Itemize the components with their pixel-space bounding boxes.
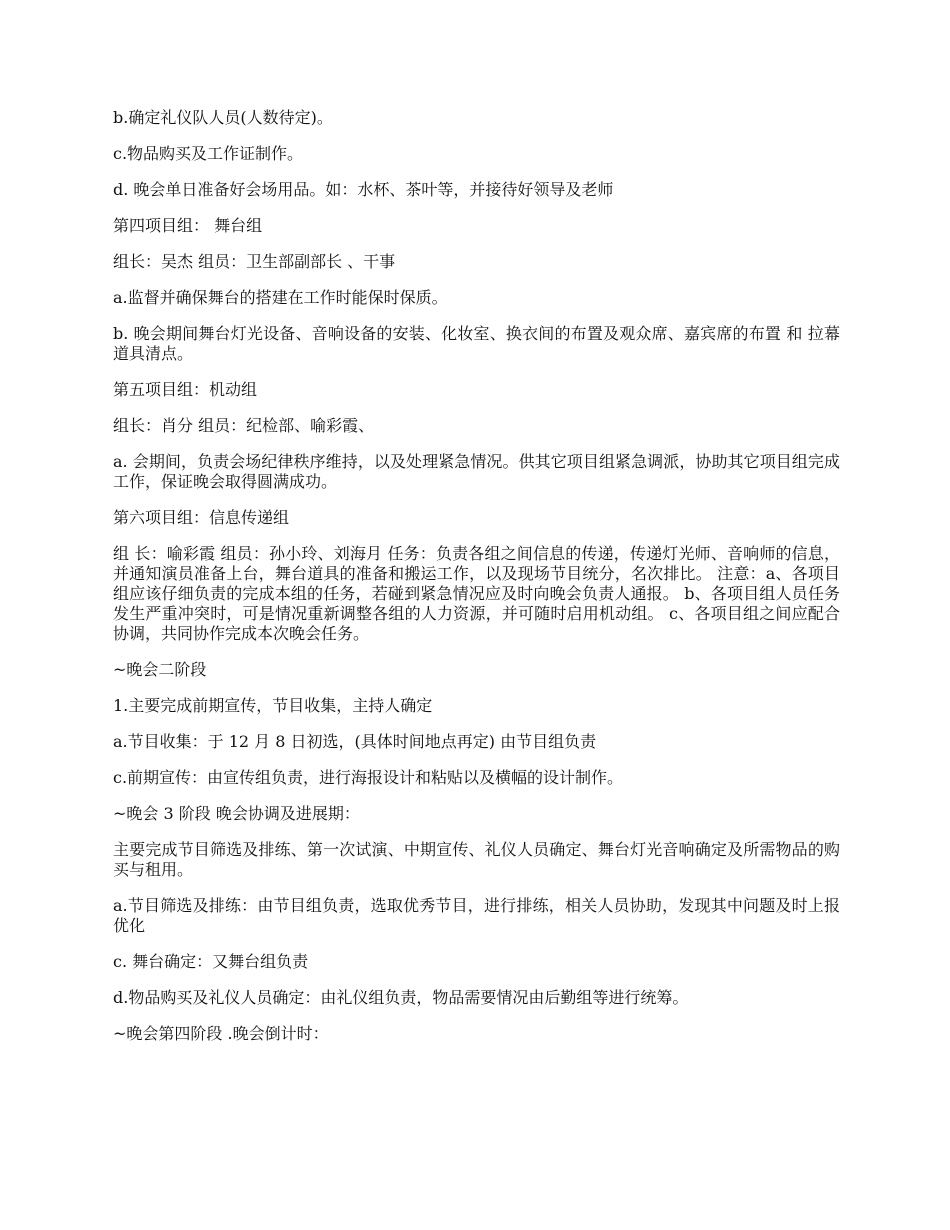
heading-group-four: 第四项目组： 舞台组 [113,216,263,235]
paragraph-phase-three-summary: 主要完成节目筛选及排练、第一次试演、中期宣传、礼仪人员确定、舞台灯光音响确定及所需物品的购买与租用。 [113,840,840,879]
paragraph-program-collection: a.节目收集：于 12 月 8 日初选，(具体时间地点再定) 由节目组负责 [113,732,597,751]
heading-phase-two: ~晚会二阶段 [113,660,207,679]
paragraph-stage-confirm: c. 舞台确定：又舞台组负责 [113,952,309,971]
paragraph-purchase-etiquette: d.物品购买及礼仪人员确定：由礼仪组负责，物品需要情况由后勤组等进行统筹。 [113,988,689,1007]
document-body [113,108,840,1060]
paragraph-mobile-duties: a. 会期间，负责会场纪律秩序维持，以及处理紧急情况。供其它项目组紧急调派，协助其它项目组完成工作，保证晚会取得圆满成功。 [113,452,840,491]
paragraph-phase-two-summary: 1.主要完成前期宣传，节目收集，主持人确定 [113,696,433,715]
paragraph-group-four-members: 组长：吴杰 组员：卫生部副部长 、干事 [113,252,396,271]
paragraph-etiquette-team: b.确定礼仪队人员(人数待定)。 [113,108,333,127]
paragraph-info-relay-duties: 组 长：喻彩霞 组员：孙小玲、刘海月 任务：负责各组之间信息的传递，传递灯光师、音响师的信息，并通知演员准备上台，舞台道具的准备和搬运工作，以及现场节目统分，名次排比。 注意：a、各项目组应该仔细负责的完成本组的任务，若碰到紧急情况应及时向晚会负责人通报。 b、各项目组人员任务发生严重冲突时，可是情况重新调整各组的人力资源，并可随时启用机动组。 c、各项目组之间应配合协调，共同协作完成本次晚会任务。 [113,544,840,643]
heading-phase-four: ~晚会第四阶段 .晚会倒计时： [113,1024,329,1043]
paragraph-program-rehearsal: a.节目筛选及排练：由节目组负责，选取优秀节目，进行排练，相关人员协助，发现其中问题及时上报优化 [113,896,840,935]
paragraph-stage-supervision: a.监督并确保舞台的搭建在工作时能保时保质。 [113,288,448,307]
paragraph-stage-equipment: b. 晚会期间舞台灯光设备、音响设备的安装、化妆室、换衣间的布置及观众席、嘉宾席的布置 和 拉幕 道具清点。 [113,324,840,363]
paragraph-early-publicity: c.前期宣传：由宣传组负责，进行海报设计和粘贴以及横幅的设计制作。 [113,768,624,787]
paragraph-venue-supplies: d. 晚会单日准备好会场用品。如：水杯、茶叶等，并接待好领导及老师 [113,180,614,199]
heading-group-five: 第五项目组：机动组 [113,380,258,399]
heading-phase-three: ~晚会 3 阶段 晚会协调及进展期： [113,804,360,823]
heading-group-six: 第六项目组：信息传递组 [113,508,290,527]
paragraph-purchase-badges: c.物品购买及工作证制作。 [113,144,304,163]
paragraph-group-five-members: 组长：肖分 组员：纪检部、喻彩霞、 [113,416,375,435]
